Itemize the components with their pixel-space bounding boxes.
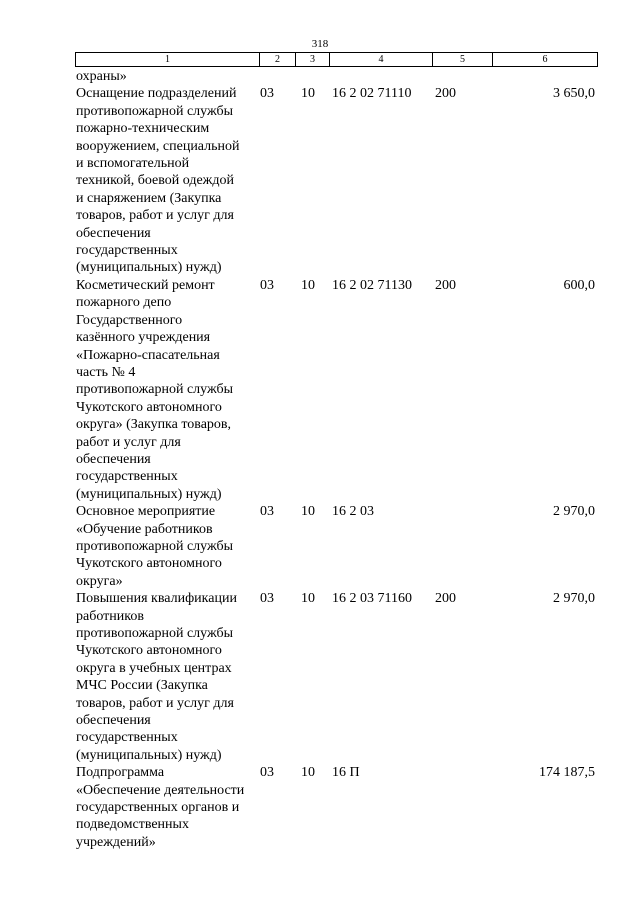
row-name: охраны» [76,69,127,84]
header-cell: 3 [296,53,330,66]
row-name: Основное мероприятие «Обучение работников противопожарной службы Чукотского автономного округа» [76,504,233,589]
row-subsection [295,68,329,85]
row-expense-type: 200 [435,86,456,102]
table-row [75,277,598,503]
row-expense-type [432,764,492,851]
row-target-code: 16 2 03 71160 [332,591,412,607]
row-name: Повышения квалификации работников противопожарной службы Чукотского автономного округа в учебных центрах МЧС России (Закупка товаров, работ и услуг для обеспечения государственных (муниципальных) нужд) [76,591,237,763]
row-amount: 3 650,0 [553,86,595,102]
row-target-code: 16 П [332,765,360,781]
header-cell: 2 [260,53,296,66]
row-section: 03 [260,86,274,102]
row-subsection: 10 [301,277,315,293]
row-target-code: 16 2 02 71110 [332,86,412,102]
row-subsection: 10 [301,504,315,520]
row-name: Подпрограмма «Обеспечение деятельности государственных органов и подведомственных учреждений» [76,765,245,850]
header-cell: 4 [330,53,433,66]
row-section: 03 [260,765,274,781]
row-amount [492,68,598,85]
row-target-code: 16 2 02 71130 [332,277,412,293]
row-target-code: 16 2 03 [332,504,374,520]
table-row [75,503,598,590]
row-name: Косметический ремонт пожарного депо Государственного казённого учреждения «Пожарно-спасательная часть № 4 противопожарной службы Чукотского автономного округа» (Закупка товаров, работ и услуг для обеспечения государственных (муниципальных) нужд) [76,277,233,502]
row-amount: 2 970,0 [553,504,595,520]
table-row [75,85,598,276]
row-section: 03 [260,504,274,520]
row-expense-type [432,68,492,85]
header-cell: 1 [76,53,260,66]
row-expense-type: 200 [435,277,456,293]
row-amount: 600,0 [563,277,595,293]
row-section: 03 [260,591,274,607]
row-amount: 174 187,5 [539,765,595,781]
row-subsection: 10 [301,86,315,102]
row-name: Оснащение подразделений противопожарной службы пожарно-техническим вооружением, специальной и вспомогательной техникой, боевой одеждой и снаряжением (Закупка товаров, работ и услуг для обеспечения государственных (муниципальных) нужд) [76,86,240,276]
row-section: 03 [260,277,274,293]
header-cell: 6 [542,54,548,65]
table-row [75,590,598,764]
row-section [259,68,295,85]
row-target-code [329,68,432,85]
row-amount: 2 970,0 [553,591,595,607]
table-header [75,52,598,67]
row-subsection: 10 [301,765,315,781]
row-expense-type [432,503,492,590]
table-row [75,68,598,85]
page-number: 318 [311,38,329,50]
row-expense-type: 200 [435,591,456,607]
table-row [75,764,598,851]
table-body [75,68,598,851]
row-subsection: 10 [301,591,315,607]
header-cell: 5 [433,53,493,66]
